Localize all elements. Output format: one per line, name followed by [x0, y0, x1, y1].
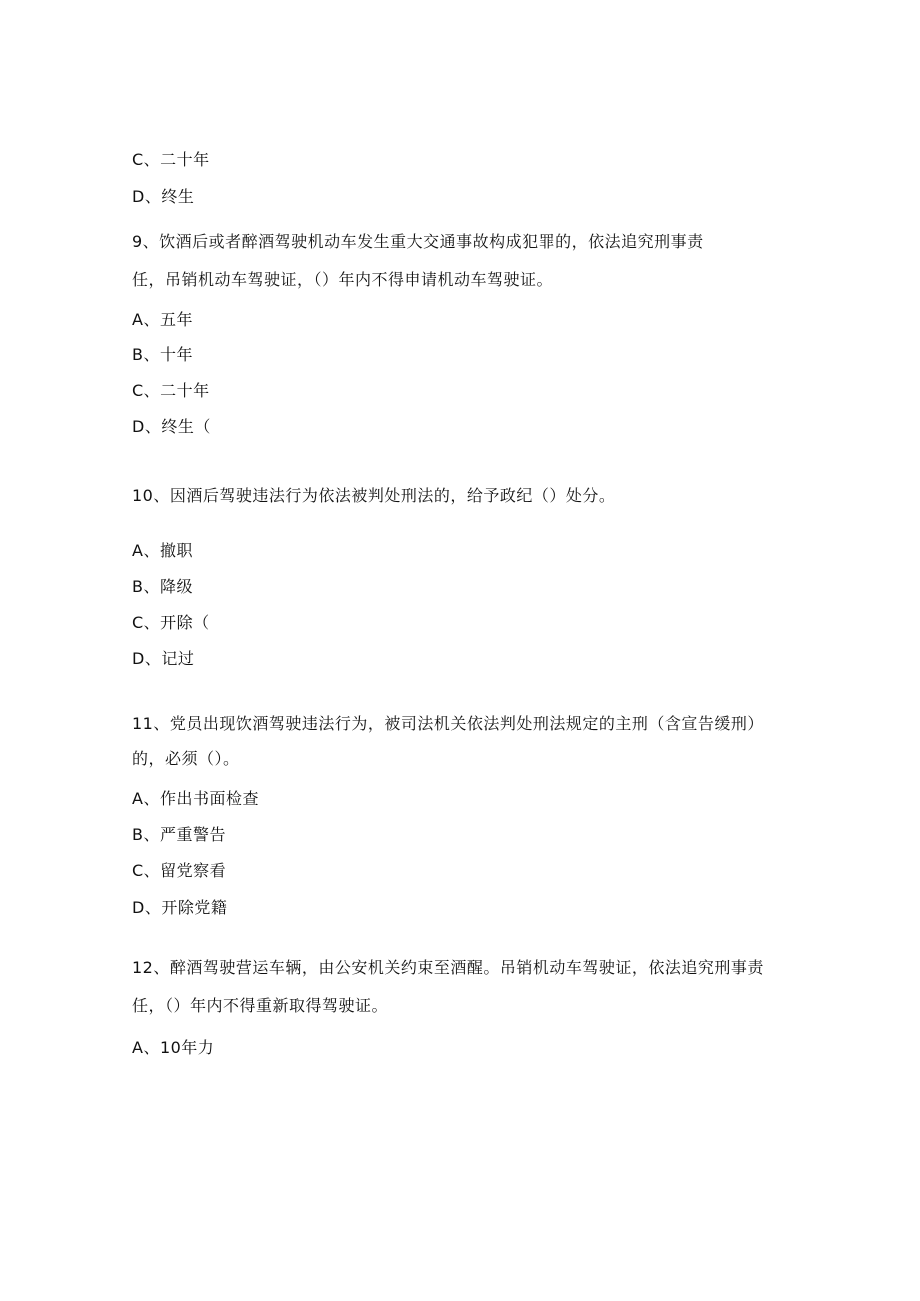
option-a-q9: A、五年 [132, 310, 193, 329]
option-a-q12: A、10年力 [132, 1038, 215, 1057]
option-d-q11: D、开除党籍 [132, 898, 228, 917]
question-11-line-2: 的，必须（）。 [132, 749, 240, 768]
option-b-q10: B、降级 [132, 577, 193, 596]
option-b-q9: B、十年 [132, 345, 193, 364]
question-9-line-2: 任，吊销机动车驾驶证，（）年内不得申请机动车驾驶证。 [132, 270, 554, 289]
option-c-q9: C、二十年 [132, 381, 210, 400]
question-11-line-1: 11、党员出现饮酒驾驶违法行为，被司法机关依法判处刑法规定的主刑（含宣告缓刑） [132, 714, 764, 733]
question-10: 10、因酒后驾驶违法行为依法被判处刑法的，给予政纪（）处分。 [132, 486, 616, 505]
option-d-q8: D、终生 [132, 187, 195, 206]
option-a-q10: A、撤职 [132, 541, 193, 560]
option-b-q11: B、严重警告 [132, 825, 226, 844]
question-9-line-1: 9、饮酒后或者醉酒驾驶机动车发生重大交通事故构成犯罪的，依法追究刑事责 [132, 232, 704, 251]
option-a-q11: A、作出书面检查 [132, 789, 259, 808]
option-c-q11: C、留党察看 [132, 861, 227, 880]
option-d-q9: D、终生（ [132, 417, 211, 436]
question-12-line-1: 12、醉酒驾驶营运车辆，由公安机关约束至酒醒。吊销机动车驾驶证，依法追究刑事责 [132, 958, 764, 977]
option-c-q8: C、二十年 [132, 150, 210, 169]
option-c-q10: C、开除（ [132, 613, 210, 632]
question-12-line-2: 任，（）年内不得重新取得驾驶证。 [132, 996, 389, 1015]
option-d-q10: D、记过 [132, 649, 195, 668]
